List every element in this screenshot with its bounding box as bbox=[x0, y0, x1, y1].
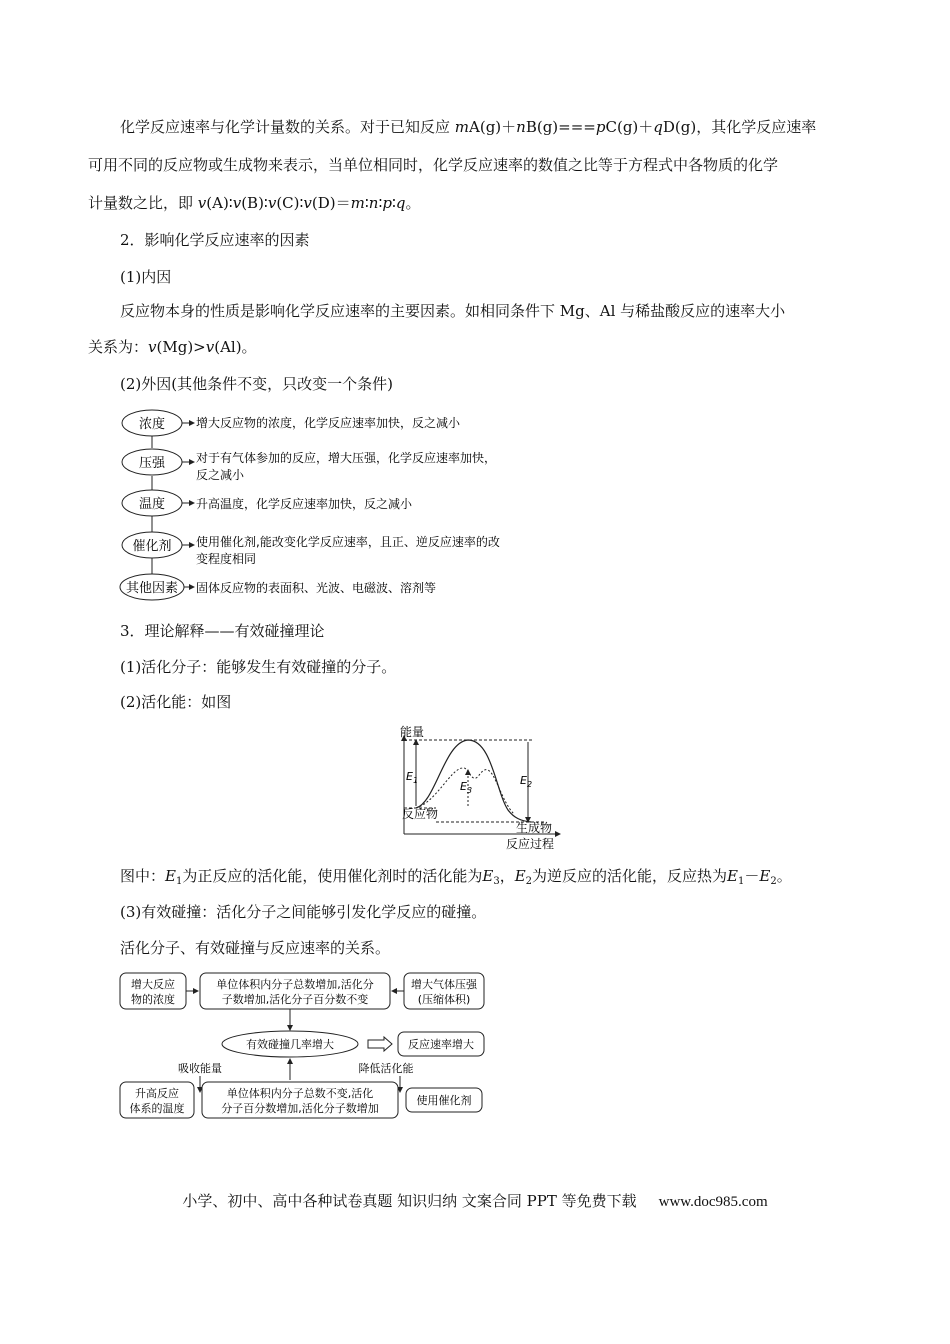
box-text: 增大反应 bbox=[131, 978, 175, 991]
var-v: v bbox=[197, 194, 207, 212]
box-text: 物的浓度 bbox=[131, 993, 175, 1006]
text: B(g)=== bbox=[525, 118, 596, 136]
box-text: (压缩体积) bbox=[417, 993, 471, 1006]
text: 计量数之比，即 bbox=[88, 194, 198, 212]
factor-name-other: 其他因素 bbox=[125, 581, 179, 596]
text: ， bbox=[499, 867, 515, 885]
text: ∶ bbox=[378, 194, 383, 212]
label-lower-activation: 降低活化能 bbox=[358, 1062, 414, 1075]
subscript: 2 bbox=[770, 876, 777, 887]
text: (B)∶ bbox=[241, 194, 268, 212]
e3-label: $E_3$ bbox=[460, 780, 473, 795]
var-v: v bbox=[148, 338, 157, 356]
var-e: E bbox=[759, 867, 771, 885]
y-axis-label: 能量 bbox=[400, 725, 425, 739]
text: (Al)。 bbox=[214, 338, 257, 356]
paragraph-rate-ratio-line2: 可用不同的反应物或生成物来表示，当单位相同时，化学反应速率的数值之比等于方程式中各物质的化学 bbox=[88, 156, 779, 174]
internal-line1: 反应物本身的性质是影响化学反应速率的主要因素。如相同条件下 Mg、Al 与稀盐酸反应的速率大小 bbox=[120, 302, 786, 320]
product-label: 生成物 bbox=[516, 821, 553, 835]
var-e: E bbox=[727, 867, 738, 885]
box-text: 单位体积内分子总数不变,活化 bbox=[226, 1087, 374, 1100]
factor-desc-pressure-2: 反之减小 bbox=[196, 468, 245, 482]
factor-desc-concentration: 增大反应物的浓度，化学反应速率加快，反之减小 bbox=[196, 416, 461, 430]
var-m: m bbox=[350, 194, 365, 212]
var-q: q bbox=[395, 194, 406, 212]
subscript: 2 bbox=[525, 876, 533, 887]
internal-line2 bbox=[88, 337, 868, 357]
factor-name-concentration: 浓度 bbox=[138, 417, 166, 432]
text: ，其化学反应速率 bbox=[696, 118, 817, 136]
var-p: p bbox=[382, 194, 392, 212]
factors-diagram bbox=[118, 404, 518, 604]
subheading-internal: (1)内因 bbox=[120, 268, 172, 286]
effective-collision-def: (3)有效碰撞：活化分子之间能够引发化学反应的碰撞。 bbox=[120, 903, 487, 921]
factor-desc-other: 固体反应物的表面积、光波、电磁波、溶剂等 bbox=[196, 581, 437, 595]
var-p: p bbox=[595, 118, 606, 136]
double-arrow bbox=[368, 1037, 392, 1051]
text: ∶ bbox=[391, 194, 396, 212]
box-text: 反应速率增大 bbox=[408, 1038, 474, 1051]
factor-desc-catalyst-1: 使用催化剂,能改变化学反应速率，且正、逆反应速率的改 bbox=[196, 535, 500, 549]
factor-desc-catalyst-2: 变程度相同 bbox=[196, 552, 257, 566]
var-n: n bbox=[368, 194, 379, 212]
var-v: v bbox=[303, 194, 312, 212]
subscript: 1 bbox=[738, 876, 745, 887]
e1-label: $E_1$ bbox=[406, 770, 419, 785]
box-text: 单位体积内分子总数增加,活化分 bbox=[216, 978, 374, 991]
e2-label: $E_2$ bbox=[520, 774, 533, 789]
paragraph-rate-ratio-line3 bbox=[88, 193, 868, 213]
x-axis-label: 反应过程 bbox=[506, 837, 555, 851]
factor-name-catalyst: 催化剂 bbox=[132, 539, 172, 554]
text: 。 bbox=[405, 194, 421, 212]
var-e: E bbox=[514, 867, 526, 885]
factor-name-pressure: 压强 bbox=[138, 456, 166, 471]
box-text: 体系的温度 bbox=[129, 1102, 185, 1115]
text: (A)∶ bbox=[206, 194, 233, 212]
page-footer bbox=[0, 1190, 950, 1211]
text: ∶ bbox=[364, 194, 369, 212]
footer-url[interactable]: www.doc985.com bbox=[658, 1194, 768, 1210]
paragraph-rate-ratio-line1 bbox=[120, 117, 900, 137]
var-e: E bbox=[165, 867, 176, 885]
box-text: 增大气体压强 bbox=[411, 978, 477, 991]
label-absorb-energy: 吸收能量 bbox=[178, 1062, 222, 1075]
factor-name-temperature: 温度 bbox=[138, 497, 166, 512]
factor-desc-pressure-1: 对于有气体参加的反应，增大压强，化学反应速率加快， bbox=[196, 451, 497, 465]
var-v: v bbox=[205, 338, 215, 356]
reactant-label: 反应物 bbox=[402, 807, 439, 821]
footer-text: 小学、初中、高中各种试卷真题 知识归纳 文案合同 PPT 等免费下载 bbox=[182, 1192, 637, 1210]
text: 关系为： bbox=[88, 338, 149, 356]
factor-desc-temperature: 升高温度，化学反应速率加快，反之减小 bbox=[196, 497, 413, 511]
text: 化学反应速率与化学计量数的关系。对于已知反应 bbox=[120, 118, 455, 136]
text: － bbox=[744, 867, 760, 885]
activated-molecule-def: (1)活化分子：能够发生有效碰撞的分子。 bbox=[120, 658, 397, 676]
subscript: 1 bbox=[175, 876, 183, 887]
box-text: 升高反应 bbox=[135, 1087, 179, 1100]
box-text: 子数增加,活化分子百分数不变 bbox=[221, 993, 369, 1006]
var-n: n bbox=[516, 118, 526, 136]
activation-energy-heading: (2)活化能：如图 bbox=[120, 693, 232, 711]
text: 为正反应的活化能，使用催化剂时的活化能为 bbox=[182, 867, 483, 885]
var-e: E bbox=[482, 867, 494, 885]
text: D(g) bbox=[662, 118, 697, 136]
var-v: v bbox=[267, 194, 277, 212]
text: A(g)＋ bbox=[469, 118, 517, 136]
relation-heading: 活化分子、有效碰撞与反应速率的关系。 bbox=[120, 939, 391, 957]
text: (Mg)> bbox=[156, 338, 206, 356]
box-text: 分子百分数增加,活化分子数增加 bbox=[221, 1102, 379, 1115]
center-text: 有效碰撞几率增大 bbox=[246, 1038, 334, 1051]
energy-diagram bbox=[396, 722, 566, 852]
text: C(g)＋ bbox=[605, 118, 654, 136]
section-heading-factors: 2．影响化学反应速率的因素 bbox=[120, 231, 310, 249]
collision-flow-diagram bbox=[118, 968, 488, 1123]
subscript: 3 bbox=[493, 876, 500, 887]
text: 为逆反应的活化能，反应热为 bbox=[532, 867, 728, 885]
section-heading-theory: 3．理论解释——有效碰撞理论 bbox=[120, 622, 325, 640]
box-text: 使用催化剂 bbox=[416, 1094, 472, 1107]
energy-caption bbox=[120, 866, 900, 892]
text: 图中： bbox=[120, 867, 166, 885]
subheading-external: (2)外因(其他条件不变，只改变一个条件) bbox=[120, 375, 393, 393]
text: (D)＝ bbox=[311, 194, 351, 212]
text: (C)∶ bbox=[276, 194, 304, 212]
var-v: v bbox=[232, 194, 242, 212]
var-m: m bbox=[454, 118, 470, 136]
text: 。 bbox=[776, 867, 792, 885]
var-q: q bbox=[653, 118, 663, 136]
